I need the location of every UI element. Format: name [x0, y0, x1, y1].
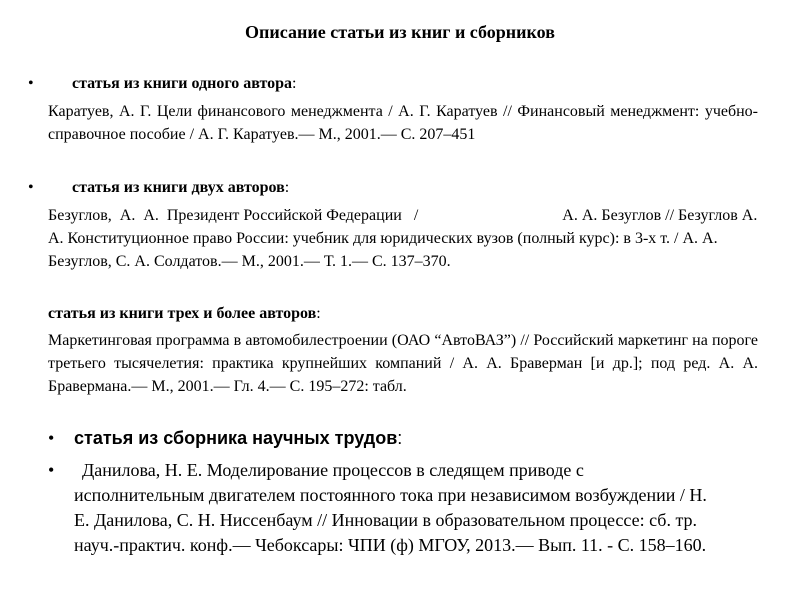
entry-part-a: Безуглов, А. А. Президент Российской Федерации / — [48, 207, 419, 224]
entry-part-b: А. А. Безуглов // Безуглов А. А. Конституционное право России: учебник для юридических вузов (полный курс): в 3-х т. / А. А. Безуглов, С. А. Солдатов.— М., 2001.— Т. 1.— С. 137–370. — [48, 207, 758, 270]
entry-text: Данилова, Н. Е. Моделирование процессов в следящем приводе с исполнительным двигателем постоянного тока при независимом возбуждении / Н. Е. Данилова, С. Н. Ниссенбаум // Инновации в образовательном процессе: сб. тр. науч.-практич. конф.— Чебоксары: ЧПИ (ф) МГОУ, 2013.— Вып. 11. - С. 158–160. — [74, 460, 707, 555]
section-collection-heading: • статья из сборника научных трудов: — [74, 426, 764, 451]
bullet-icon: • — [28, 75, 34, 92]
heading-text: статья из книги одного автора — [72, 75, 293, 92]
heading-text: статья из книги трех и более авторов — [48, 305, 317, 322]
bullet-icon: • — [48, 428, 55, 448]
section-three-authors-heading: статья из книги трех и более авторов: — [48, 305, 321, 322]
heading-text: статья из книги двух авторов — [72, 179, 285, 196]
entry-one-author: Каратуев, А. Г. Цели финансового менеджмента / А. Г. Каратуев // Финансовый менеджмент: учебно-справочное пособие / А. Г. Каратуев.— М., 2001.— С. 207–451 — [48, 103, 758, 143]
bullet-icon: • — [48, 460, 55, 480]
page-title: Описание статьи из книг и сборников — [245, 22, 555, 42]
entry-three-authors: Маркетинговая программа в автомобилестроении (ОАО “АвтоВАЗ”) // Российский маркетинг на пороге третьего тысячелетия: практика крупнейших компаний / А. А. Браверман [и др.]; под ред. А. А. Бравермана.— М., 2001.— Гл. 4.— С. 195–272: табл. — [48, 332, 758, 395]
entry-two-authors — [48, 204, 758, 273]
section-one-author-heading: • статья из книги одного автора: — [48, 72, 758, 95]
heading-text: статья из сборника научных трудов — [74, 428, 398, 448]
bullet-icon: • — [28, 179, 34, 196]
entry-collection — [48, 458, 714, 558]
section-two-authors-heading: • статья из книги двух авторов: — [48, 176, 758, 199]
